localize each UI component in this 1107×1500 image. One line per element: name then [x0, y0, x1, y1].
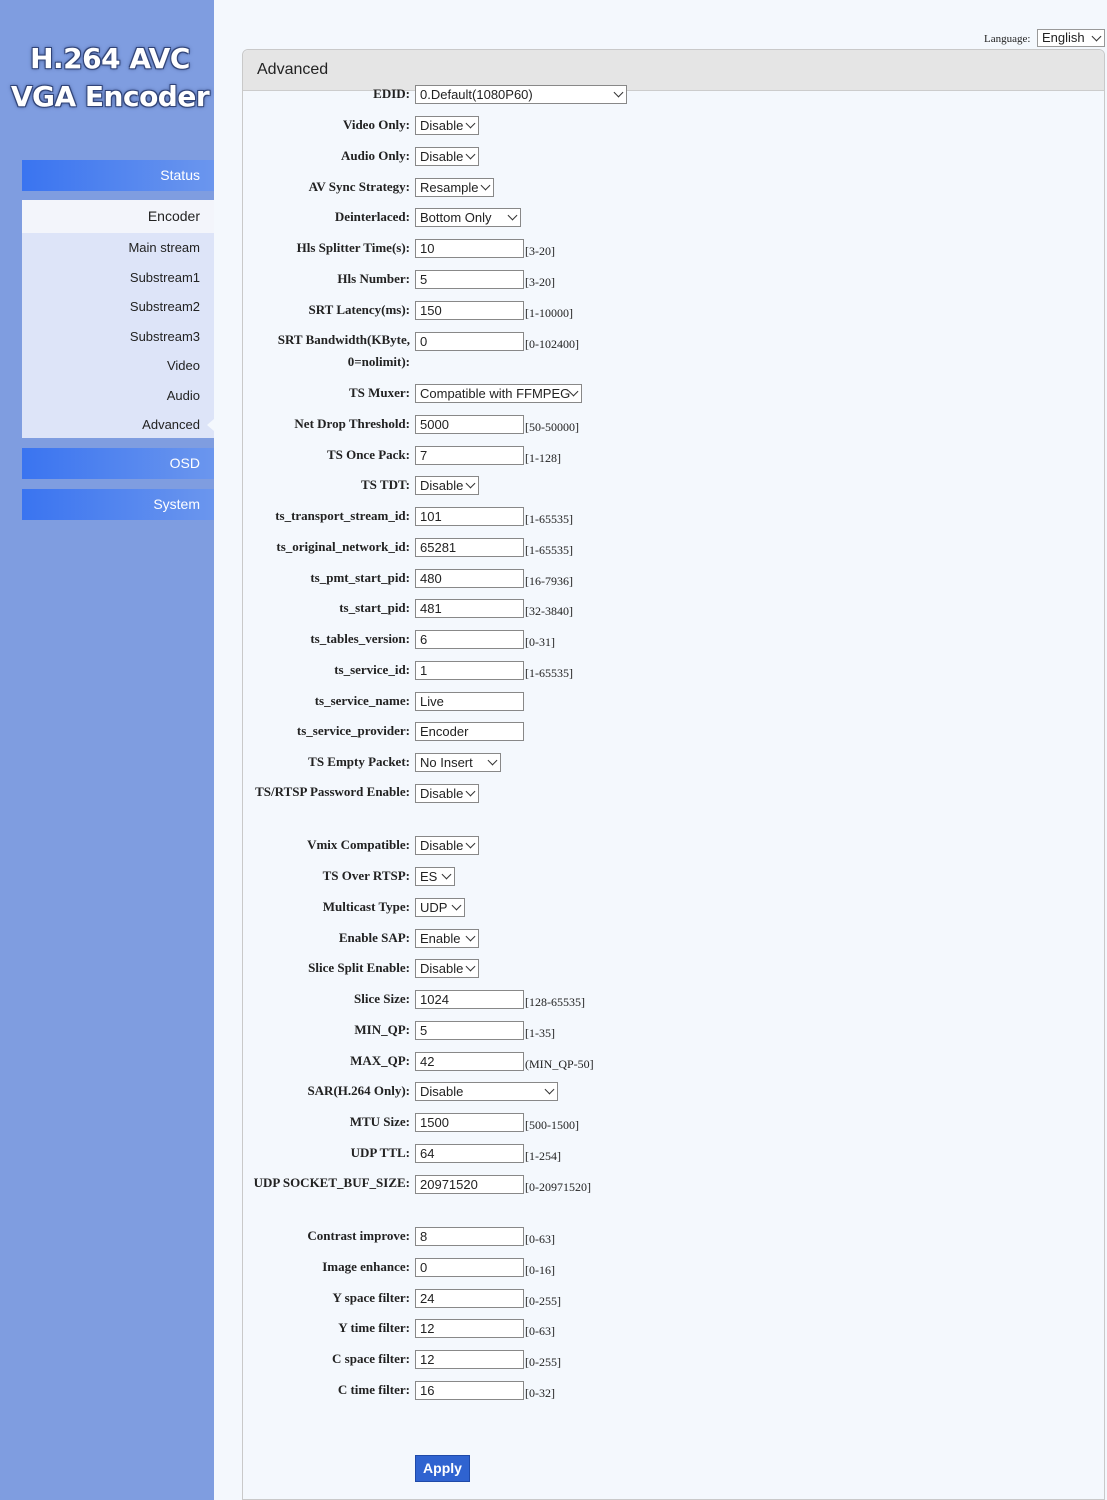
input-c-space-filter[interactable] — [415, 1350, 524, 1369]
chevron-down-icon — [466, 932, 476, 942]
logo-line2: VGA Encoder — [10, 80, 210, 113]
field-label-av-sync-strategy: AV Sync Strategy: — [308, 179, 410, 194]
input-contrast-improve[interactable] — [415, 1227, 524, 1246]
select-sar-h-264-only[interactable] — [415, 1082, 558, 1101]
field-label-min-qp: MIN_QP: — [354, 1022, 410, 1037]
field-value: Compatible with FFMPEG — [420, 386, 571, 401]
nav-sub-main-stream[interactable]: Main stream — [128, 240, 200, 255]
chevron-down-icon — [452, 901, 462, 911]
field-value: 16 — [420, 1383, 435, 1398]
field-value: 1024 — [420, 992, 449, 1007]
field-value: Encoder — [420, 724, 469, 739]
input-ts-pmt-start-pid[interactable] — [415, 569, 524, 588]
product-logo — [0, 40, 220, 116]
field-value: Disable — [420, 149, 464, 164]
language-value: English — [1042, 30, 1085, 45]
advanced-panel — [242, 49, 1105, 1500]
input-y-time-filter[interactable] — [415, 1319, 524, 1338]
field-label-ts-transport-stream-id: ts_transport_stream_id: — [275, 508, 410, 523]
input-srt-bandwidth-kbyte-0-nolimit[interactable] — [415, 332, 524, 351]
field-value: Enable — [420, 931, 461, 946]
field-label-srt-latency-ms: SRT Latency(ms): — [308, 302, 410, 317]
field-label-y-time-filter: Y time filter: — [338, 1320, 410, 1335]
field-value: Disable — [420, 1084, 464, 1099]
field-hint: [3-20] — [525, 275, 555, 289]
input-max-qp[interactable] — [415, 1052, 524, 1071]
field-label-ts-tdt: TS TDT: — [360, 477, 410, 492]
field-value: Disable — [420, 838, 464, 853]
field-label-hls-splitter-time-s: Hls Splitter Time(s): — [296, 240, 410, 255]
field-value: 7 — [420, 448, 428, 463]
field-hint: [1-10000] — [525, 306, 573, 320]
field-value: 6 — [420, 632, 428, 647]
field-hint: [16-7936] — [525, 574, 573, 588]
field-hint: [1-128] — [525, 451, 561, 465]
field-label-edid: EDID: — [373, 86, 410, 101]
field-value: 8 — [420, 1229, 428, 1244]
input-hls-splitter-time-s[interactable] — [415, 239, 524, 258]
field-label-audio-only: Audio Only: — [341, 148, 410, 163]
field-label-enable-sap: Enable SAP: — [338, 930, 410, 945]
select-av-sync-strategy[interactable] — [415, 178, 494, 197]
input-ts-tables-version[interactable] — [415, 630, 524, 649]
input-udp-socket-buf-size[interactable] — [415, 1175, 524, 1194]
field-value: Disable — [420, 786, 464, 801]
field-value: 0 — [420, 1260, 428, 1275]
field-label-ts-tables-version: ts_tables_version: — [310, 631, 410, 646]
field-label-ts-muxer: TS Muxer: — [348, 385, 410, 400]
field-hint: [0-255] — [525, 1355, 561, 1369]
field-label-image-enhance: Image enhance: — [322, 1259, 410, 1274]
field-hint: [32-3840] — [525, 604, 573, 618]
field-label-ts-pmt-start-pid: ts_pmt_start_pid: — [310, 570, 410, 585]
field-value: 42 — [420, 1054, 435, 1069]
nav-sub-substream2[interactable]: Substream2 — [129, 299, 200, 314]
field-label-contrast-improve: Contrast improve: — [307, 1228, 410, 1243]
nav-sub-video[interactable]: Video — [166, 358, 200, 373]
chevron-down-icon — [488, 756, 498, 766]
chevron-down-icon — [442, 870, 452, 880]
field-value: 0.Default(1080P60) — [420, 87, 533, 102]
select-slice-split-enable[interactable] — [415, 959, 479, 978]
nav-encoder[interactable]: Encoder — [22, 200, 214, 233]
field-value: 20971520 — [420, 1177, 478, 1192]
chevron-down-icon — [466, 962, 476, 972]
field-value: Resample — [420, 180, 479, 195]
input-ts-transport-stream-id[interactable] — [415, 507, 524, 526]
input-c-time-filter[interactable] — [415, 1381, 524, 1400]
field-label-sar-h-264-only: SAR(H.264 Only): — [307, 1083, 410, 1098]
field-value: 12 — [420, 1352, 435, 1367]
field-value: 64 — [420, 1146, 435, 1161]
nav-sub-audio[interactable]: Audio — [166, 387, 200, 403]
nav-sub-substream1[interactable]: Substream1 — [129, 269, 200, 285]
input-slice-size[interactable] — [415, 990, 524, 1009]
input-udp-ttl[interactable] — [415, 1144, 524, 1163]
field-value: Disable — [420, 118, 464, 133]
field-hint: (MIN_QP-50] — [525, 1057, 594, 1071]
field-label-c-time-filter: C time filter: — [337, 1382, 410, 1397]
apply-button[interactable]: Apply — [415, 1455, 470, 1482]
field-hint: [0-63] — [525, 1324, 555, 1338]
field-hint: [0-255] — [525, 1294, 561, 1308]
input-mtu-size[interactable] — [415, 1113, 524, 1132]
field-value: Live — [420, 694, 444, 709]
field-value: 1500 — [420, 1115, 449, 1130]
field-value: 481 — [420, 601, 442, 616]
encoder-menu — [22, 200, 214, 438]
input-image-enhance[interactable] — [415, 1258, 524, 1277]
panel-title: Advanced — [243, 50, 1104, 91]
input-ts-service-provider[interactable] — [415, 722, 524, 741]
field-value: 5000 — [420, 417, 449, 432]
field-label-multicast-type: Multicast Type: — [322, 899, 410, 914]
input-ts-service-id[interactable] — [415, 661, 524, 680]
chevron-down-icon — [466, 150, 476, 160]
field-label-max-qp: MAX_QP: — [350, 1053, 410, 1068]
input-hls-number[interactable] — [415, 270, 524, 289]
chevron-down-icon — [614, 88, 624, 98]
field-label-ts-service-name: ts_service_name: — [314, 693, 410, 708]
field-value: 5 — [420, 1023, 428, 1038]
field-hint: [1-65535] — [525, 666, 573, 680]
field-label-ts-over-rtsp: TS Over RTSP: — [322, 868, 410, 883]
select-ts-empty-packet[interactable] — [415, 753, 501, 772]
field-value: 150 — [420, 303, 442, 318]
field-label-udp-socket-buf-size: UDP SOCKET_BUF_SIZE: — [253, 1175, 410, 1190]
field-value: 10 — [420, 241, 435, 256]
field-label-y-space-filter: Y space filter: — [332, 1290, 410, 1305]
field-label-srt-bandwidth-kbyte-0-nolimit: SRT Bandwidth(KByte, 0=nolimit): — [277, 332, 410, 369]
chevron-down-icon — [466, 479, 476, 489]
select-deinterlaced[interactable] — [415, 208, 521, 227]
select-edid[interactable] — [415, 85, 627, 104]
field-value: 480 — [420, 571, 442, 586]
chevron-down-icon — [466, 119, 476, 129]
select-ts-muxer[interactable] — [415, 384, 582, 403]
language-label: Language: — [984, 33, 1031, 45]
input-net-drop-threshold[interactable] — [415, 415, 524, 434]
field-label-ts-once-pack: TS Once Pack: — [326, 447, 410, 462]
chevron-down-icon — [481, 181, 491, 191]
language-select[interactable] — [1037, 29, 1105, 47]
chevron-down-icon — [508, 211, 518, 221]
field-label-ts-original-network-id: ts_original_network_id: — [276, 539, 410, 554]
select-audio-only[interactable] — [415, 147, 479, 166]
field-hint: [3-20] — [525, 244, 555, 258]
field-label-ts-start-pid: ts_start_pid: — [339, 600, 410, 615]
input-ts-service-name[interactable] — [415, 692, 524, 711]
nav-status[interactable]: Status — [22, 160, 214, 191]
field-value: Bottom Only — [420, 210, 492, 225]
active-marker-icon — [207, 419, 214, 431]
field-value: 65281 — [420, 540, 457, 555]
chevron-down-icon — [466, 839, 476, 849]
field-label-udp-ttl: UDP TTL: — [350, 1145, 410, 1160]
field-label-ts-service-id: ts_service_id: — [334, 662, 410, 677]
field-hint: [1-65535] — [525, 543, 573, 557]
field-value: 101 — [420, 509, 442, 524]
field-value: 24 — [420, 1291, 435, 1306]
field-label-vmix-compatible: Vmix Compatible: — [307, 837, 410, 852]
field-label-mtu-size: MTU Size: — [349, 1114, 410, 1129]
field-value: 0 — [420, 334, 428, 349]
select-ts-rtsp-password-enable[interactable] — [415, 784, 479, 803]
chevron-down-icon — [545, 1085, 555, 1095]
nav-system[interactable]: System — [22, 489, 214, 520]
field-label-ts-empty-packet: TS Empty Packet: — [308, 754, 410, 769]
field-label-video-only: Video Only: — [342, 117, 410, 132]
logo-line1: H.264 AVC — [30, 42, 190, 75]
field-hint: [0-31] — [525, 635, 555, 649]
field-hint: [1-35] — [525, 1026, 555, 1040]
field-label-slice-split-enable: Slice Split Enable: — [308, 960, 410, 975]
select-vmix-compatible[interactable] — [415, 836, 479, 855]
select-ts-tdt[interactable] — [415, 476, 479, 495]
field-hint: [1-254] — [525, 1149, 561, 1163]
field-label-hls-number: Hls Number: — [337, 271, 410, 286]
field-value: Disable — [420, 478, 464, 493]
field-label-deinterlaced: Deinterlaced: — [334, 209, 410, 224]
select-enable-sap[interactable] — [415, 929, 479, 948]
field-hint: [0-63] — [525, 1232, 555, 1246]
field-value: Disable — [420, 961, 464, 976]
input-ts-start-pid[interactable] — [415, 599, 524, 618]
field-label-slice-size: Slice Size: — [354, 991, 410, 1006]
input-min-qp[interactable] — [415, 1021, 524, 1040]
field-hint: [50-50000] — [525, 420, 579, 434]
input-ts-original-network-id[interactable] — [415, 538, 524, 557]
nav-sub-advanced[interactable] — [22, 410, 214, 440]
sidebar — [0, 0, 214, 1500]
field-value: 5 — [420, 272, 428, 287]
field-value: 1 — [420, 663, 428, 678]
chevron-down-icon — [1092, 32, 1102, 42]
field-value: No Insert — [420, 755, 473, 770]
field-hint: [0-32] — [525, 1386, 555, 1400]
select-multicast-type[interactable] — [415, 898, 465, 917]
nav-osd[interactable]: OSD — [22, 448, 214, 479]
field-hint: [128-65535] — [525, 995, 585, 1009]
select-ts-over-rtsp[interactable] — [415, 867, 455, 886]
field-hint: [0-16] — [525, 1263, 555, 1277]
field-label-net-drop-threshold: Net Drop Threshold: — [294, 416, 410, 431]
chevron-down-icon — [466, 787, 476, 797]
field-label-ts-rtsp-password-enable: TS/RTSP Password Enable: — [255, 784, 410, 799]
select-video-only[interactable] — [415, 116, 479, 135]
input-ts-once-pack[interactable] — [415, 446, 524, 465]
field-label-c-space-filter: C space filter: — [332, 1351, 410, 1366]
nav-sub-advanced-label: Advanced — [142, 417, 200, 432]
nav-sub-substream3[interactable]: Substream3 — [129, 328, 200, 344]
input-y-space-filter[interactable] — [415, 1289, 524, 1308]
field-label-ts-service-provider: ts_service_provider: — [296, 723, 410, 738]
field-hint: [0-20971520] — [525, 1180, 591, 1194]
field-value: ES — [420, 869, 438, 884]
field-value: 12 — [420, 1321, 435, 1336]
input-srt-latency-ms[interactable] — [415, 301, 524, 320]
field-hint: [500-1500] — [525, 1118, 579, 1132]
field-value: UDP — [420, 900, 448, 915]
field-hint: [0-102400] — [525, 337, 579, 351]
field-hint: [1-65535] — [525, 512, 573, 526]
